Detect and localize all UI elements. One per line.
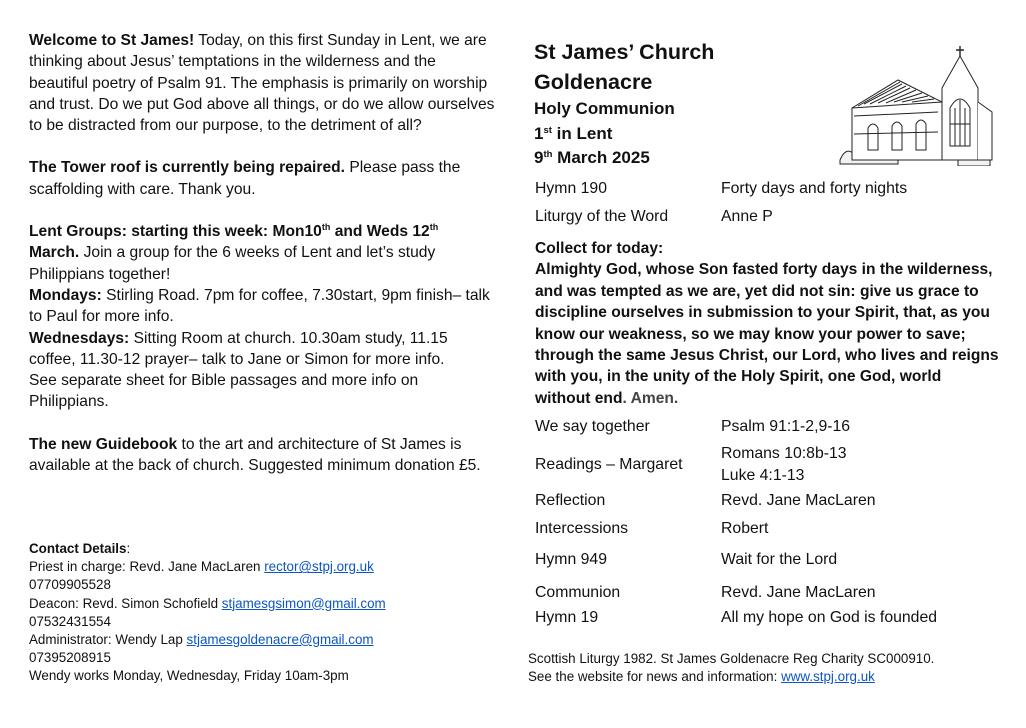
- service-date: 9th March 2025: [534, 148, 650, 167]
- footer: [528, 650, 1008, 686]
- lent-groups-heading: Lent Groups: starting this week: Mon10th and Weds 12th March.: [29, 222, 439, 262]
- order-detail: Wait for the Lord: [721, 551, 838, 568]
- wednesdays-paragraph: [29, 328, 495, 371]
- welcome-heading: Welcome to St James!: [29, 32, 195, 49]
- guidebook-paragraph: [29, 434, 495, 477]
- order-detail: Psalm 91:1-2,9-16: [721, 418, 851, 435]
- wednesdays-heading: Wednesdays:: [29, 329, 130, 347]
- admin-email-link[interactable]: stjamesgoldenacre@gmail.com: [186, 632, 374, 648]
- guidebook-text: to the art and architecture of St James is available at the back of church. Suggested minimum donation £5.: [29, 435, 481, 475]
- deacon-phone: 07532431554: [29, 613, 111, 629]
- service-header: [534, 37, 834, 171]
- church-name: St James’ Church: [534, 40, 715, 64]
- footer-website-line: See the website for news and information: www.stpj.org.uk: [528, 669, 875, 685]
- guidebook-heading: The new Guidebook: [29, 435, 178, 453]
- church-location: Goldenacre: [534, 70, 653, 94]
- tower-text: Please pass the scaffolding with care. Thank you.: [29, 159, 461, 198]
- lent-groups-paragraph: [29, 221, 495, 285]
- order-item: Communion: [535, 584, 621, 601]
- notices-column: [29, 30, 495, 476]
- contact-details: [29, 540, 509, 686]
- order-detail: Revd. Jane MacLaren: [721, 584, 876, 601]
- see-separate-paragraph: See separate sheet for Bible passages and more info on Philippians.: [29, 372, 419, 411]
- order-detail: Forty days and forty nights: [721, 180, 908, 197]
- church-drawing-icon: [838, 42, 994, 166]
- order-item: Hymn 190: [535, 180, 607, 197]
- order-detail: Robert: [721, 520, 769, 537]
- mondays-heading: Mondays:: [29, 286, 102, 304]
- admin-line: Administrator: Wendy Lap stjamesgoldenacre@gmail.com: [29, 632, 374, 648]
- order-detail: All my hope on God is founded: [721, 609, 938, 626]
- contact-heading: Contact Details:: [29, 541, 131, 556]
- tower-paragraph: [29, 157, 495, 200]
- deacon-email-link[interactable]: stjamesgsimon@gmail.com: [221, 595, 386, 611]
- admin-phone: 07395208915: [29, 650, 111, 666]
- mondays-paragraph: [29, 285, 495, 328]
- footer-liturgy: Scottish Liturgy 1982. St James Goldenacre Reg Charity SC000910.: [528, 651, 935, 666]
- order-detail: Revd. Jane MacLaren: [721, 492, 876, 509]
- tower-heading: The Tower roof is currently being repaired.: [29, 159, 345, 177]
- order-item: Hymn 949: [535, 551, 607, 568]
- priest-line: Priest in charge: Revd. Jane MacLaren rector@stpj.org.uk: [29, 559, 374, 575]
- order-detail: Romans 10:8b-13: [721, 445, 847, 462]
- priest-email-link[interactable]: rector@stpj.org.uk: [264, 559, 374, 575]
- service-name: Holy Communion: [534, 99, 675, 118]
- collect-section: [535, 238, 1001, 409]
- order-item: Reflection: [535, 492, 606, 509]
- order-item: Liturgy of the Word: [535, 208, 669, 225]
- priest-phone: 07709905528: [29, 577, 111, 593]
- wednesdays-text: Sitting Room at church. 10.30am study, 11.15 coffee, 11.30-12 prayer– talk to Jane or Simon for more info.: [29, 329, 448, 368]
- collect-heading: Collect for today:: [535, 240, 664, 257]
- order-item: Hymn 19: [535, 609, 599, 626]
- website-link[interactable]: www.stpj.org.uk: [781, 669, 875, 685]
- collect-text: Almighty God, whose Son fasted forty days in the wilderness, and was tempted as we are, yet did not sin: give us grace to discipline ourselves in submission to your Spirit, that, as you know our weakness, so we may know your power to save; through the same Jesus Christ, our Lord, who lives and reigns with you, in the unity of the Holy Spirit, one God, world without end. Amen.: [535, 261, 999, 407]
- welcome-text: Today, on this first Sunday in Lent, we are thinking about Jesus’ temptations in the wilderness and the beautiful poetry of Psalm 91. The emphasis is primarily on worship and trust. Do we put God above all things, or do we allow ourselves to be distracted from our purpose, to the detriment of all?: [29, 32, 495, 135]
- order-detail: Anne P: [721, 208, 773, 225]
- admin-hours: Wendy works Monday, Wednesday, Friday 10am-3pm: [29, 668, 349, 684]
- lent-groups-text: Join a group for the 6 weeks of Lent and let’s study Philippians together!: [29, 244, 436, 283]
- order-item: We say together: [535, 418, 650, 435]
- lent-week: 1st in Lent: [534, 123, 613, 143]
- order-item: Readings – Margaret: [535, 456, 683, 473]
- deacon-line: Deacon: Revd. Simon Schofield stjamesgsimon@gmail.com: [29, 595, 386, 611]
- order-detail: Luke 4:1-13: [721, 467, 805, 484]
- mondays-text: Stirling Road. 7pm for coffee, 7.30start, 9pm finish– talk to Paul for more info.: [29, 286, 490, 326]
- welcome-paragraph: [29, 30, 495, 136]
- order-item: Intercessions: [535, 520, 629, 537]
